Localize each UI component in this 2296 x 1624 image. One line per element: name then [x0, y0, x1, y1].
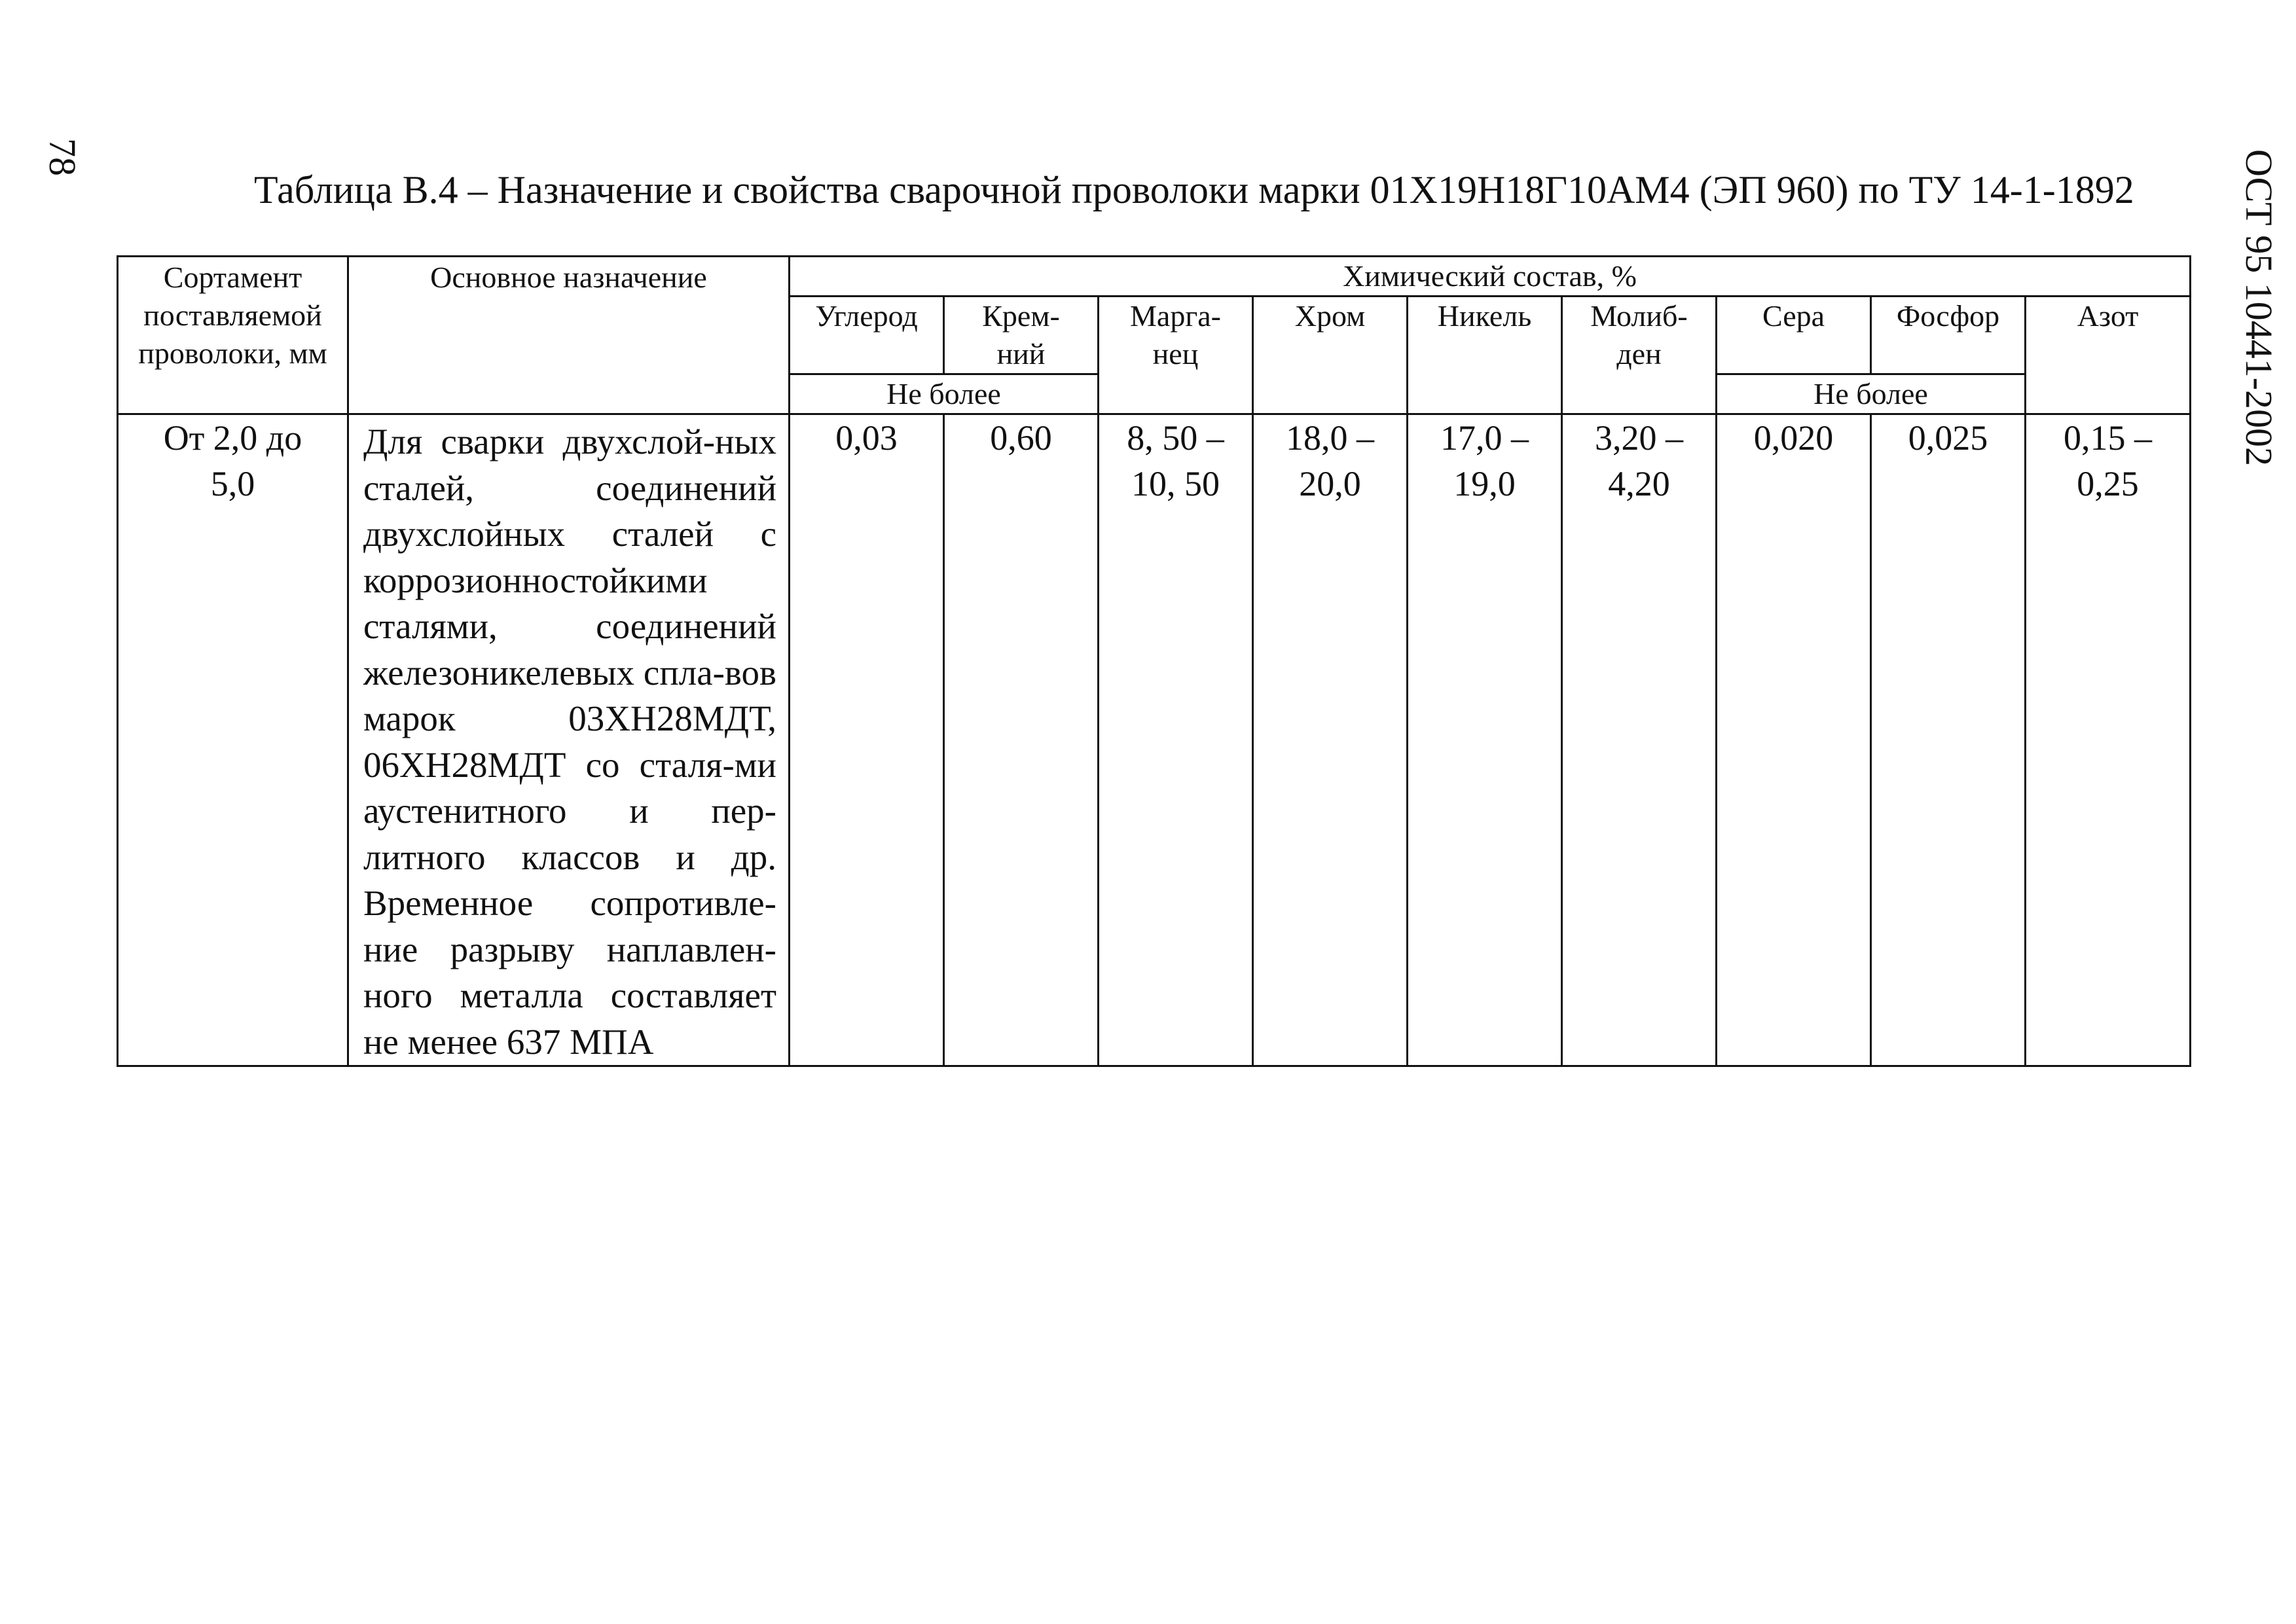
header-row-1 — [118, 257, 2191, 297]
header-chromium: Хром — [1253, 297, 1408, 414]
composition-table — [117, 255, 2191, 1067]
header-not-more-left: Не более — [790, 374, 1099, 414]
page-number: 78 — [41, 138, 84, 176]
table-row — [118, 414, 2191, 1066]
document-code: ОСТ 95 10441-2002 — [2238, 149, 2280, 467]
header-assortment: Сортамент поставляемой проволоки, мм — [118, 257, 348, 414]
cell-phosphorus: 0,025 — [1871, 414, 2026, 1066]
cell-silicon: 0,60 — [944, 414, 1099, 1066]
header-carbon: Углерод — [790, 297, 944, 374]
cell-carbon: 0,03 — [790, 414, 944, 1066]
header-nickel: Никель — [1408, 297, 1562, 414]
cell-chromium: 18,0 – 20,0 — [1253, 414, 1408, 1066]
cell-assortment: От 2,0 до 5,0 — [118, 414, 348, 1066]
cell-manganese: 8, 50 – 10, 50 — [1099, 414, 1253, 1066]
cell-purpose: Для сварки двухслой-ных сталей, соединений двухслойных сталей с коррозионностойкими сталями, соединений железоникелевых спла-вов марок 03ХН28МДТ, 06ХН28МДТ со сталя-ми аустенитного и пер-литного классов и др. Временное сопротивле-ние разрыву наплавлен-ного металла составляет не менее 637 МПА — [348, 414, 790, 1066]
cell-molybdenum: 3,20 – 4,20 — [1562, 414, 1717, 1066]
header-manganese: Марга- нец — [1099, 297, 1253, 414]
header-molybdenum: Молиб- ден — [1562, 297, 1717, 414]
cell-nitrogen: 0,15 – 0,25 — [2026, 414, 2191, 1066]
header-purpose: Основное назначение — [348, 257, 790, 414]
header-phosphorus: Фосфор — [1871, 297, 2026, 374]
header-chemical-composition: Химический состав, % — [790, 257, 2191, 297]
cell-nickel: 17,0 – 19,0 — [1408, 414, 1562, 1066]
header-nitrogen: Азот — [2026, 297, 2191, 414]
header-not-more-right: Не более — [1717, 374, 2026, 414]
cell-sulfur: 0,020 — [1717, 414, 1871, 1066]
header-sulfur: Сера — [1717, 297, 1871, 374]
table-title: Таблица В.4 – Назначение и свойства сварочной проволоки марки 01Х19Н18Г10АМ4 (ЭП 960) по ТУ 14-1-1892 — [254, 168, 2134, 211]
header-silicon: Крем- ний — [944, 297, 1099, 374]
